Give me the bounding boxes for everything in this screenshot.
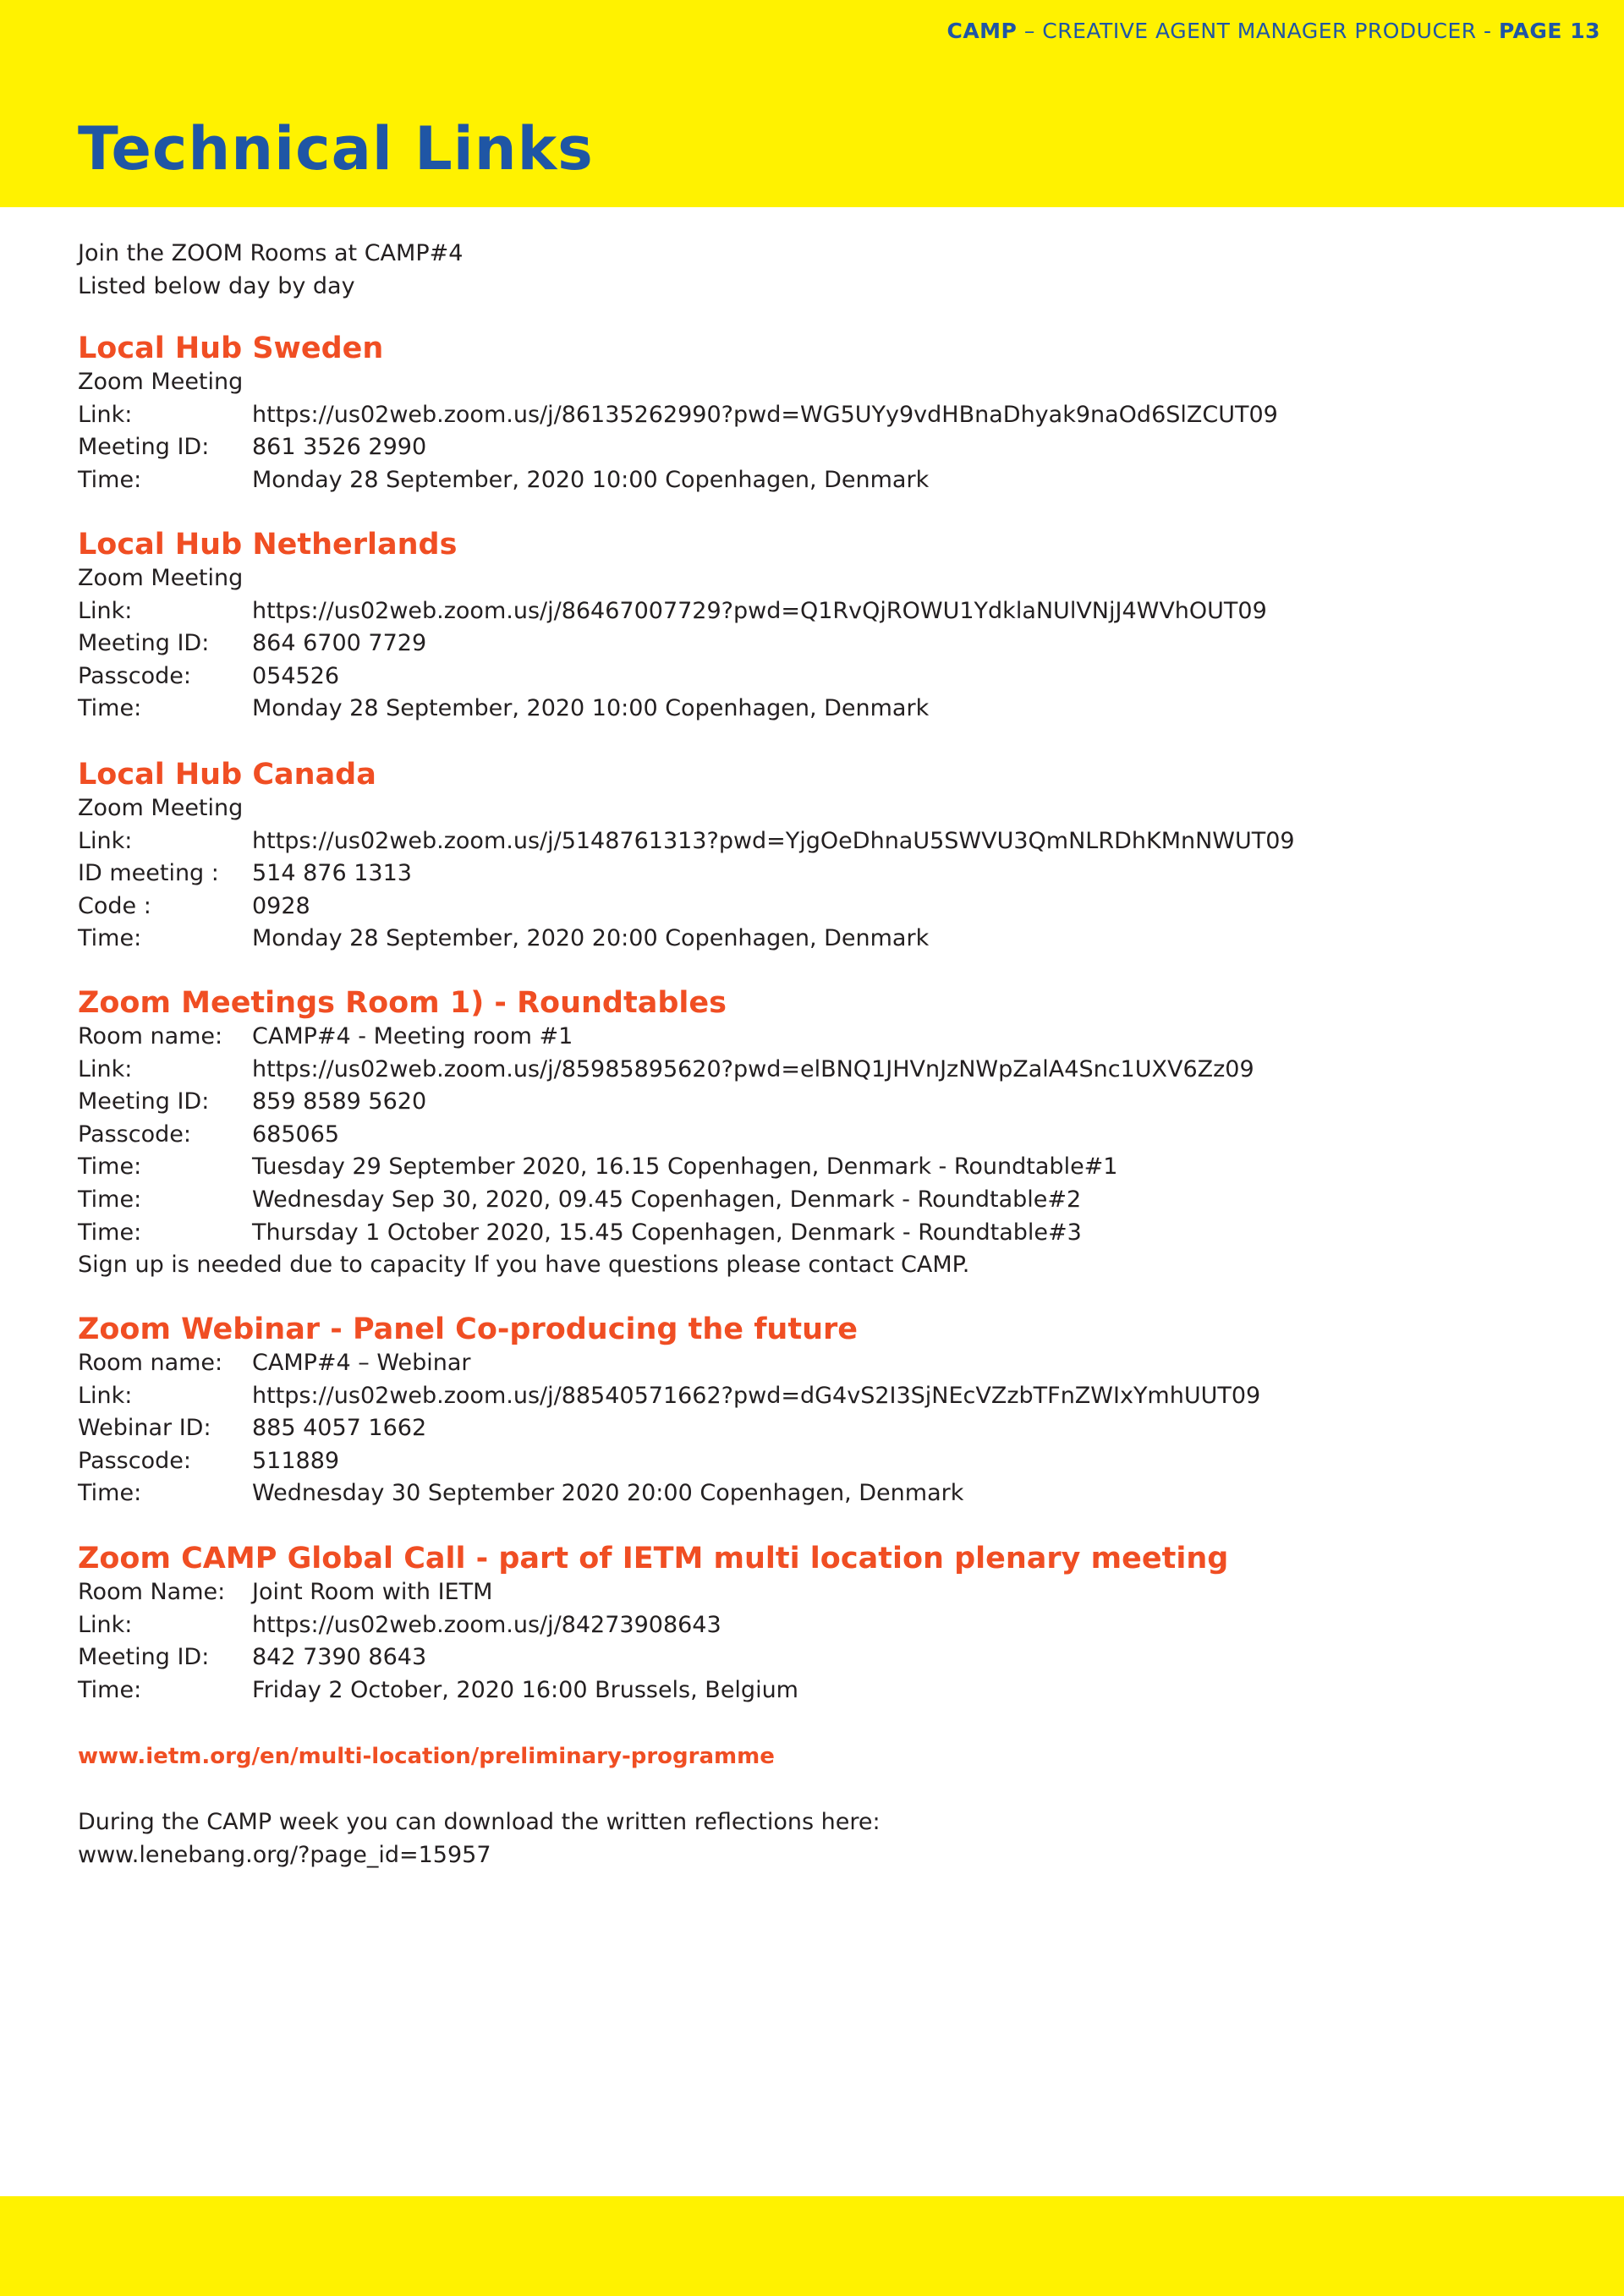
- running-subtitle: – CREATIVE AGENT MANAGER PRODUCER -: [1017, 19, 1500, 43]
- info-row: [78, 693, 1267, 726]
- row-label: Time:: [78, 1186, 142, 1213]
- running-header: [946, 19, 1600, 43]
- row-value: CAMP#4 - Meeting room #1: [252, 1023, 573, 1049]
- info-row: [78, 595, 1267, 628]
- row-label: Passcode:: [78, 662, 191, 689]
- section-heading: Local Hub Canada: [78, 758, 376, 792]
- row-value: 054526: [252, 662, 340, 689]
- row-label: Meeting ID:: [78, 630, 210, 657]
- zoom-link[interactable]: https://us02web.zoom.us/j/5148761313?pwd=YjgOeDhnaU5SWVU3QmNLRDhKMnNWUT09: [252, 827, 1295, 854]
- section-heading: Zoom Meetings Room 1) - Roundtables: [78, 986, 727, 1020]
- reflections-link[interactable]: www.lenebang.org/?page_id=15957: [78, 1841, 491, 1868]
- section-heading: Zoom Webinar - Panel Co-producing the future: [78, 1312, 858, 1346]
- zoom-link[interactable]: https://us02web.zoom.us/j/85985895620?pwd=elBNQ1JHVnJzNWpZalA4Snc1UXV6Zz09: [252, 1055, 1254, 1082]
- row-label: Meeting ID:: [78, 1644, 210, 1671]
- section: [78, 1541, 1228, 1707]
- page-title: Technical Links: [78, 114, 594, 184]
- section: [78, 985, 1254, 1282]
- section: [78, 757, 1295, 956]
- info-row: [78, 1151, 1254, 1184]
- row-label: Link:: [78, 1055, 133, 1082]
- row-value: Tuesday 29 September 2020, 16.15 Copenhagen, Denmark - Roundtable#1: [252, 1153, 1118, 1181]
- intro-line: Listed below day by day: [78, 272, 355, 299]
- section-subtitle: Zoom Meeting: [78, 369, 244, 395]
- info-row: [78, 1609, 1228, 1642]
- section-heading: Local Hub Sweden: [78, 332, 384, 365]
- row-label: Passcode:: [78, 1121, 191, 1148]
- section-heading: Local Hub Netherlands: [78, 528, 458, 562]
- row-value: Wednesday Sep 30, 2020, 09.45 Copenhagen, Denmark - Roundtable#2: [252, 1186, 1082, 1213]
- row-label: Time:: [78, 695, 142, 722]
- info-row: [78, 431, 1278, 464]
- info-row: [78, 1576, 1228, 1609]
- section-subtitle: Zoom Meeting: [78, 565, 244, 591]
- section: [78, 331, 1278, 496]
- info-row: [78, 399, 1278, 432]
- row-value: 864 6700 7729: [252, 630, 427, 657]
- row-label: Link:: [78, 827, 133, 854]
- row-value: Thursday 1 October 2020, 15.45 Copenhagen, Denmark - Roundtable#3: [252, 1219, 1082, 1246]
- row-label: Time:: [78, 1676, 142, 1703]
- section-subtitle: Zoom Meeting: [78, 795, 244, 821]
- row-value: 514 876 1313: [252, 860, 412, 887]
- info-row: [78, 923, 1295, 956]
- info-row: [78, 1641, 1228, 1674]
- info-row: [78, 1086, 1254, 1119]
- ietm-link-block: [78, 1740, 775, 1773]
- row-label: Passcode:: [78, 1447, 191, 1474]
- row-label: Time:: [78, 1219, 142, 1246]
- row-label: Room Name:: [78, 1579, 226, 1605]
- row-label: Link:: [78, 1611, 133, 1638]
- ietm-programme-link[interactable]: www.ietm.org/en/multi-location/preliminary-programme: [78, 1744, 775, 1769]
- row-value: Monday 28 September, 2020 10:00 Copenhagen, Denmark: [252, 695, 930, 722]
- row-label: Time:: [78, 466, 142, 493]
- info-row: [78, 890, 1295, 923]
- section: [78, 1312, 1260, 1510]
- info-row: [78, 1412, 1260, 1445]
- info-row: [78, 1184, 1254, 1217]
- info-row: [78, 825, 1295, 858]
- row-label: Link:: [78, 1382, 133, 1409]
- row-label: ID meeting :: [78, 860, 219, 887]
- zoom-link[interactable]: https://us02web.zoom.us/j/84273908643: [252, 1611, 721, 1638]
- row-value: Friday 2 October, 2020 16:00 Brussels, Belgium: [252, 1676, 798, 1703]
- row-label: Time:: [78, 1480, 142, 1507]
- row-value: Monday 28 September, 2020 10:00 Copenhagen, Denmark: [252, 466, 930, 493]
- info-row: [78, 1380, 1260, 1413]
- row-label: Code :: [78, 892, 151, 919]
- row-label: Meeting ID:: [78, 1088, 210, 1115]
- info-row: [78, 1217, 1254, 1250]
- row-value: 861 3526 2990: [252, 434, 427, 461]
- row-label: Link:: [78, 597, 133, 624]
- row-label: Link:: [78, 401, 133, 428]
- info-row: [78, 1119, 1254, 1152]
- info-row: [78, 660, 1267, 693]
- brand: CAMP: [946, 19, 1018, 43]
- info-row: [78, 1445, 1260, 1478]
- reflections: [78, 1806, 881, 1871]
- zoom-link[interactable]: https://us02web.zoom.us/j/86135262990?pwd=WG5UYy9vdHBnaDhyak9naOd6SlZCUT09: [252, 401, 1278, 428]
- row-value: Monday 28 September, 2020 20:00 Copenhagen, Denmark: [252, 925, 930, 952]
- info-row: [78, 464, 1278, 497]
- section: [78, 527, 1267, 726]
- zoom-link[interactable]: https://us02web.zoom.us/j/88540571662?pwd=dG4vS2I3SjNEcVZzbTFnZWIxYmhUUT09: [252, 1382, 1261, 1409]
- section-note: Sign up is needed due to capacity If you have questions please contact CAMP.: [78, 1252, 970, 1279]
- reflections-text: During the CAMP week you can download the written reflections here:: [78, 1809, 881, 1835]
- row-value: 685065: [252, 1121, 340, 1148]
- zoom-link[interactable]: https://us02web.zoom.us/j/86467007729?pwd=Q1RvQjROWU1YdklaNUlVNjJ4WVhOUT09: [252, 597, 1267, 624]
- info-row: [78, 1021, 1254, 1054]
- page-number: PAGE 13: [1499, 19, 1600, 43]
- row-value: 511889: [252, 1447, 340, 1474]
- row-label: Time:: [78, 1153, 142, 1181]
- row-label: Meeting ID:: [78, 434, 210, 461]
- info-row: [78, 1054, 1254, 1087]
- row-value: CAMP#4 – Webinar: [252, 1350, 471, 1376]
- info-row: [78, 1674, 1228, 1707]
- footer-band: [0, 2196, 1624, 2296]
- row-value: Joint Room with IETM: [252, 1579, 493, 1605]
- row-label: Time:: [78, 925, 142, 952]
- info-row: [78, 1477, 1260, 1510]
- row-label: Room name:: [78, 1023, 223, 1049]
- row-value: 885 4057 1662: [252, 1415, 427, 1442]
- row-value: Wednesday 30 September 2020 20:00 Copenhagen, Denmark: [252, 1480, 964, 1507]
- section-heading: Zoom CAMP Global Call - part of IETM multi location plenary meeting: [78, 1542, 1229, 1575]
- row-value: 842 7390 8643: [252, 1644, 427, 1671]
- row-value: 859 8589 5620: [252, 1088, 427, 1115]
- intro: [78, 238, 463, 303]
- row-value: 0928: [252, 892, 310, 919]
- intro-line: Join the ZOOM Rooms at CAMP#4: [78, 240, 464, 266]
- info-row: [78, 858, 1295, 890]
- info-row: [78, 1347, 1260, 1380]
- row-label: Room name:: [78, 1350, 223, 1376]
- row-label: Webinar ID:: [78, 1415, 211, 1442]
- info-row: [78, 627, 1267, 660]
